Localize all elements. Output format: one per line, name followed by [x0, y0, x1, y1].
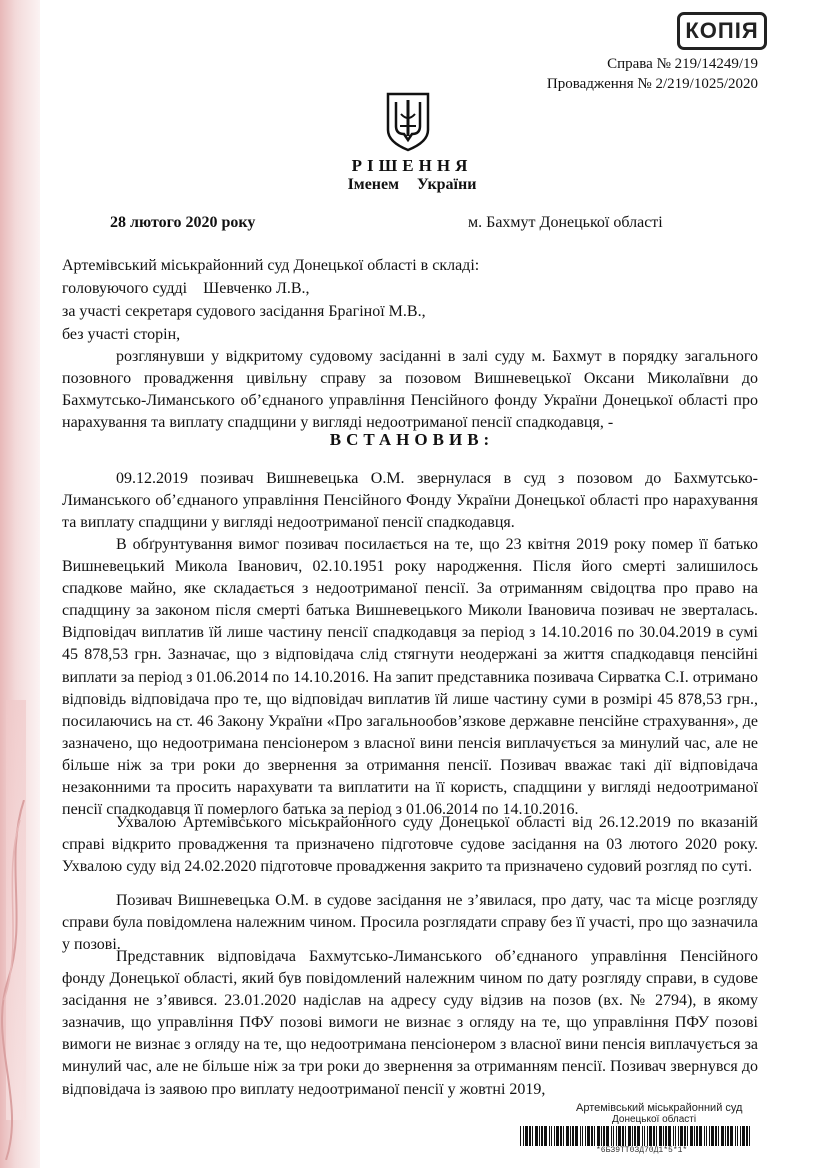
considering-paragraph: розглянувши у відкритому судовому засіданні в залі суду м. Бахмут в порядку загального позовного провадження цивільну справу за позовом Вишневецької Оксани Миколаївни до Бахмутсько-Лиманського об’єднаного управління Пенсійного фонду України Донецької області про нарахування та виплату спадщини у вигляді недоотриманої пенсії спадкодавця, - [62, 348, 758, 432]
paragraph-ruling: Ухвалою Артемівського міськрайонного суду Донецької області від 26.12.2019 по вказаній справі відкрито провадження та призначено підготовче судове засідання на 03 лютого 2020 року. Ухвалою суду від 24.02.2020 підготовче провадження закрито та призначено судовий розгляд по суті. [62, 814, 758, 876]
section-heading: ВСТАНОВИВ: [329, 430, 495, 449]
parties-line: без участі сторін, [62, 326, 181, 343]
court-composition [62, 254, 762, 346]
judge-line: головуючого судді Шевченко Л.В., [62, 280, 310, 297]
copy-stamp: КОПІЯ [677, 12, 767, 50]
document-subtitle: Іменем України [347, 176, 477, 193]
document-title: РІШЕННЯ [351, 156, 473, 175]
decision-date: 28 лютого 2020 року [110, 214, 256, 231]
case-numbers [547, 54, 758, 94]
court-line: Артемівський міськрайонний суд Донецької області в складі: [62, 257, 480, 274]
secretary-line: за участі секретаря судового засідання Брагіної М.В., [62, 303, 426, 320]
barcode-text: *6БЗ9ТТ0ЗД70Д1*5*1* [596, 1146, 688, 1155]
paragraph-plaintiff: Позивач Вишневецька О.М. в судове засідання не з’явилася, про дату, час та місце розгляду справи була повідомлена належним чином. Просила розглядати справу без її участі, про що зазначила у позові. [62, 892, 758, 954]
footer-court-region: Донецької області [612, 1114, 697, 1125]
paragraph-grounds: В обґрунтування вимог позивач посилається на те, що 23 квітня 2019 року помер її батько Вишневецький Микола Іванович, 02.10.1951 року народження. Після його смерті залишилось спадкове майно, яке складається з недоотриманої пенсії. За отриманням свідоцтва про право на спадщину за законом після смерті батька Вишневецького Миколи Івановича позивач не зверталась. Відповідач виплатив їй лише частину пенсії спадкодавця за період з 14.10.2016 по 30.04.2019 в сумі 45 878,53 грн. Зазначає, що з відповідача слід стягнути неодержані за життя спадкодавця пенсійні виплати за період з 01.06.2014 по 14.10.2016. На запит представника позивача Сирватка С.І. отримано відповідь відповідача про те, що відповідач виплатив їй лише частину суми в розмірі 45 878,53 грн., посилаючись на ст. 46 Закону України «Про загальнообов’язкове державне пенсійне страхування», де зазначено, що недоотримана пенсіонером з власної вини пенсія виплачується за минулий час, але не більше ніж за три роки до звернення за отримання пенсії. Позивач вважає такі дії відповідача незаконними та просить нарахувати та виплатити на її користь, спадщини у вигляді недоотриманої пенсії спадкодавця її померлого батька за період з 01.06.2014 по 14.10.2016. [62, 536, 758, 819]
footer-court-name: Артемівський міськрайонний суд [576, 1102, 743, 1114]
proceeding-number: Провадження № 2/219/1025/2020 [546, 76, 758, 92]
case-number: Справа № 219/14249/19 [607, 56, 758, 72]
binding-thread [0, 800, 30, 1160]
barcode [520, 1126, 752, 1146]
paragraph-defendant: Представник відповідача Бахмутсько-Лиманського об’єднаного управління Пенсійного фонду Донецької області, який був повідомлений належним чином по дату розгляду справи, в судове засідання не з’явився. 23.01.2020 надіслав на адресу суду відзив на позов (вх. № 2794), в якому зазначив, що управління ПФУ позові вимоги не визнає з огляду на те, що управління ПФУ позові вимоги не визнає з огляду на те, що недоотримана пенсіонером з власної вини пенсія виплачується за минулий час, але не більше ніж за три роки до звернення за отриманням пенсії. Позивач звернувся до відповідача із заявою про виплату недоотриманої пенсії у жовтні 2019, [62, 948, 758, 1098]
decision-city: м. Бахмут Донецької області [468, 214, 663, 231]
paragraph-claim: 09.12.2019 позивач Вишневецька О.М. звернулася в суд з позовом до Бахмутсько-Лиманського об’єднаного управління Пенсійного Фонду України Донецької області про нарахування та виплату спадщини у вигляді недоотриманої пенсії спадкодавця. [62, 470, 758, 532]
trident-emblem-icon [384, 92, 432, 152]
